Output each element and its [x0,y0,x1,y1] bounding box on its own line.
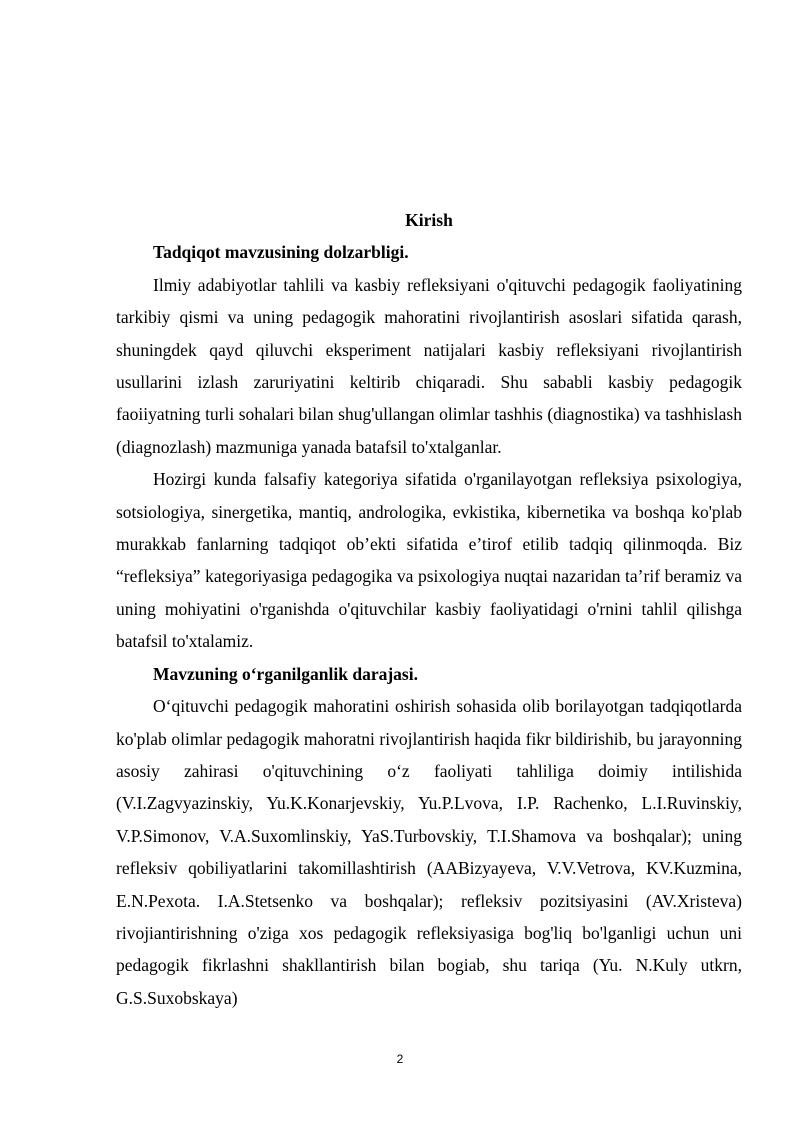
paragraph-relevance-1: Ilmiy adabiyotlar tahlili va kasbiy refleksiyani o'qituvchi pedagogik faoliyatining tarkibiy qismi va uning pedagogik mahoratini rivojlantirish asoslari sifatida qarash, shuningdek qayd qiluvchi eksperiment natijalari kasbiy refleksiyani rivojlantirish usullarini izlash zaruriyatini keltirib chiqaradi. Shu sababli kasbiy pedagogik faoiiyatning turli sohalari bilan shug'ullangan olimlar tashhis (diagnostika) va tashhislash (diagnozlash) mazmuniga yanada batafsil to'xtalganlar. [116,274,742,457]
page-content [116,204,742,1014]
page-number: 2 [396,1052,404,1066]
paragraph-study-level-1: O‘qituvchi pedagogik mahoratini oshirish sohasida olib borilayotgan tadqiqotlarda ko'plab olimlar pedagogik mahoratni rivojlantirish haqida fikr bildirishib, bu jarayonning asosiy zahirasi o'qituvchining o‘z faoliyati tahliliga doimiy intilishida (V.I.Zagvyazinskiy, Yu.K.Konarjevskiy, Yu.P.Lvova, I.P. Rachenko, L.I.Ruvinskiy, V.P.Simonov, V.A.Suxomlinskiy, YaS.Turbovskiy, T.I.Shamova va boshqalar); uning refleksiv qobiliyatlarini takomillashtirish (AABizyayeva, V.V.Vetrova, KV.Kuzmina, E.N.Pexota. I.A.Stetsenko va boshqalar); refleksiv pozitsiyasini (AV.Xristeva) rivojiantirishning o'ziga xos pedagogik refleksiyasiga bog'liq bo'lganligi uchun uni pedagogik fikrlashni shakllantirish bilan bogiab, shu tariqa (Yu. N.Kuly utkrn, G.S.Suxobskaya) [116,696,742,1008]
section-heading-relevance: Tadqiqot mavzusining dolzarbligi. [153,242,409,263]
page-title: Kirish [405,210,453,230]
paragraph-relevance-2: Hozirgi kunda falsafiy kategoriya sifatida o'rganilayotgan refleksiya psixologiya, sotsiologiya, sinergetika, mantiq, andrologika, evkistika, kibernetika va boshqa ko'plab murakkab fanlarning tadqiqot ob’ekti sifatida e’tirof etilib tadqiq qilinmoqda. Biz “refleksiya” kategoriyasiga pedagogika va psixologiya nuqtai nazaridan ta’rif beramiz va uning mohiyatini o'rganishda o'qituvchilar kasbiy faoliyatidagi o'rnini tahlil qilishga batafsil to'xtalamiz. [116,469,742,652]
section-heading-study-level: Mavzuning o‘rganilganlik darajasi. [153,663,418,684]
